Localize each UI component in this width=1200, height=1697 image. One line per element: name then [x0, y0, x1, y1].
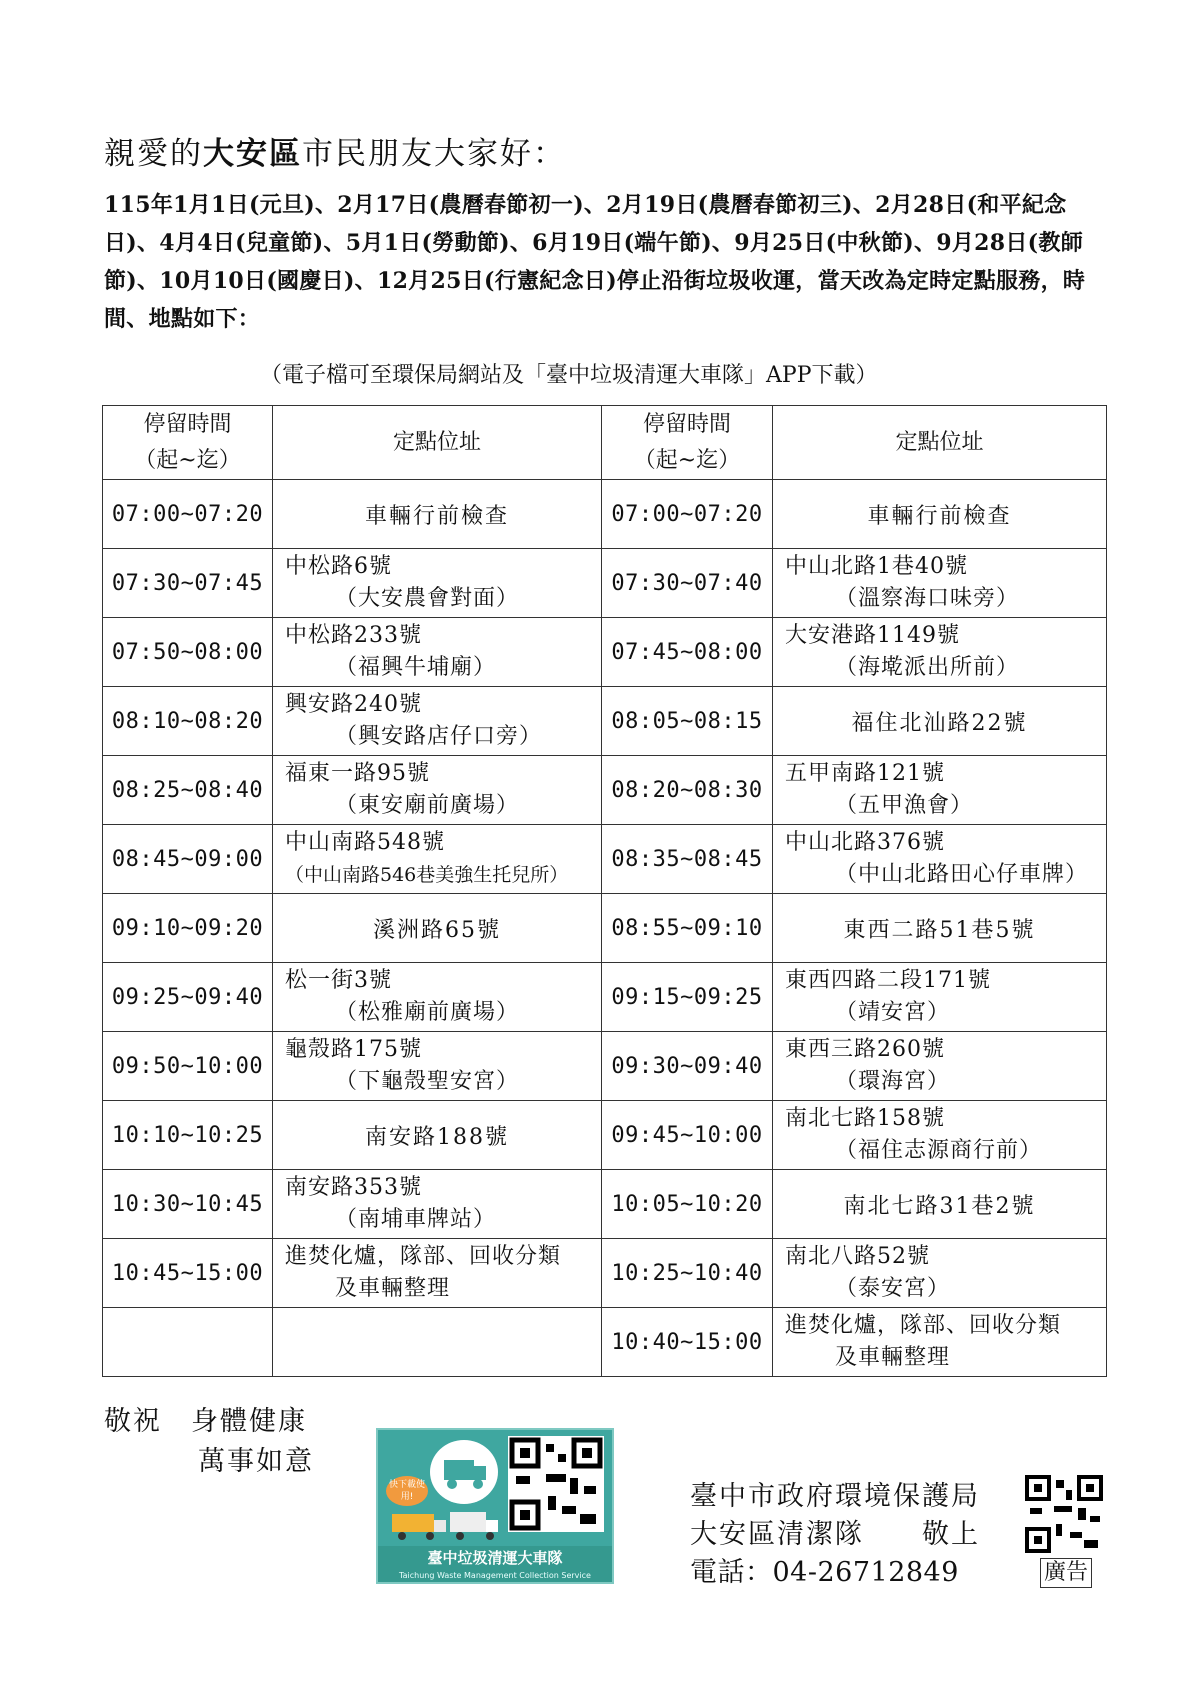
address-landmark: （環海宮） — [835, 1069, 951, 1094]
address-landmark: （五甲漁會） — [835, 793, 974, 818]
stop-address: 東西二路51巷5號 — [773, 894, 1107, 963]
stop-address: 車輛行前檢查 — [773, 480, 1107, 549]
address-main: 東西四路二段171號 — [785, 968, 991, 993]
stop-time: 08:25~08:40 — [103, 756, 273, 825]
address-landmark: 及車輛整理 — [835, 1345, 951, 1370]
qr-code-icon — [1024, 1474, 1104, 1554]
stop-address — [273, 825, 602, 894]
address-main: 中山北路1巷40號 — [785, 554, 968, 579]
ad-label: 廣告 — [1040, 1558, 1092, 1588]
address-main: 龜殼路175號 — [285, 1037, 422, 1062]
address-landmark: （南埔車牌站） — [335, 1207, 497, 1232]
signature-phone: 電話：04-26712849 — [690, 1557, 959, 1588]
stop-time: 10:30~10:45 — [103, 1170, 273, 1239]
stop-address — [273, 1032, 602, 1101]
address-landmark: （海墘派出所前） — [835, 655, 1020, 680]
stop-address: 南北七路31巷2號 — [773, 1170, 1107, 1239]
app-promo-image — [376, 1428, 614, 1584]
stop-time: 08:10~08:20 — [103, 687, 273, 756]
address-main: 中松路233號 — [285, 623, 422, 648]
table-row — [103, 618, 1107, 687]
stop-time: 09:30~09:40 — [602, 1032, 773, 1101]
table-row — [103, 1170, 1107, 1239]
qr-code-icon — [508, 1436, 604, 1532]
signature-org: 臺中市政府環境保護局 — [690, 1481, 980, 1512]
address-landmark: （松雅廟前廣場） — [335, 1000, 520, 1025]
address-landmark: （中山南路546巷美強生托兒所） — [285, 864, 569, 886]
header-time-sub: （起~迄） — [134, 447, 241, 473]
stop-address: 福住北汕路22號 — [773, 687, 1107, 756]
schedule-table — [102, 405, 1107, 1377]
header-time-label: 停留時間 — [642, 411, 731, 437]
stop-address — [273, 618, 602, 687]
closing-line1: 敬祝 身體健康 — [104, 1406, 307, 1437]
stop-time: 08:20~08:30 — [602, 756, 773, 825]
stop-address — [773, 549, 1107, 618]
stop-address — [273, 549, 602, 618]
stop-time: 10:25~10:40 — [602, 1239, 773, 1308]
table-row — [103, 549, 1107, 618]
greeting-suffix: 市民朋友大家好： — [302, 136, 566, 172]
stop-address — [773, 1239, 1107, 1308]
stop-time: 09:50~10:00 — [103, 1032, 273, 1101]
closing-wishes — [104, 1402, 314, 1482]
stop-address — [773, 1101, 1107, 1170]
table-body — [103, 480, 1107, 1377]
table-row — [103, 894, 1107, 963]
app-name-en: Taichung Waste Management Collection Service — [399, 1571, 591, 1580]
address-main: 南北七路158號 — [785, 1106, 945, 1131]
stop-time: 10:10~10:25 — [103, 1101, 273, 1170]
address-landmark: （東安廟前廣場） — [335, 793, 520, 818]
address-main: 興安路240號 — [285, 692, 422, 717]
stop-address — [773, 963, 1107, 1032]
stop-time: 07:00~07:20 — [602, 480, 773, 549]
stop-address — [273, 687, 602, 756]
address-landmark: （福興牛埔廟） — [335, 655, 497, 680]
address-landmark: 及車輛整理 — [335, 1276, 451, 1301]
greeting-prefix: 親愛的 — [104, 136, 203, 172]
stop-address — [273, 963, 602, 1032]
address-main: 五甲南路121號 — [785, 761, 945, 786]
address-landmark: （中山北路田心仔車牌） — [835, 862, 1089, 887]
download-badge: 快下載使用! — [386, 1476, 428, 1506]
signature-block — [690, 1478, 980, 1592]
header-time-right — [602, 406, 773, 480]
table-row — [103, 1032, 1107, 1101]
table-row — [103, 1239, 1107, 1308]
address-main: 東西三路260號 — [785, 1037, 945, 1062]
address-main: 進焚化爐，隊部、回收分類 — [285, 1244, 562, 1269]
address-main: 松一街3號 — [285, 968, 392, 993]
address-main: 中山北路376號 — [785, 830, 945, 855]
stop-address — [773, 1308, 1107, 1377]
address-main: 大安港路1149號 — [785, 623, 960, 648]
stop-time: 09:15~09:25 — [602, 963, 773, 1032]
stop-address — [273, 1170, 602, 1239]
stop-time: 09:10~09:20 — [103, 894, 273, 963]
stop-time: 10:45~15:00 — [103, 1239, 273, 1308]
stop-address — [773, 618, 1107, 687]
address-main: 南安路353號 — [285, 1175, 422, 1200]
table-row — [103, 963, 1107, 1032]
address-landmark: （泰安宮） — [835, 1276, 951, 1301]
address-landmark: （大安農會對面） — [335, 586, 520, 611]
stop-address — [773, 825, 1107, 894]
stop-time: 08:55~09:10 — [602, 894, 773, 963]
stop-address — [273, 1308, 602, 1377]
header-addr-left: 定點位址 — [273, 406, 602, 480]
header-addr-right: 定點位址 — [773, 406, 1107, 480]
stop-address — [273, 756, 602, 825]
table-row — [103, 1101, 1107, 1170]
download-note: （電子檔可至環保局網站及「臺中垃圾清運大車隊」APP下載） — [260, 363, 878, 388]
garbage-truck-icon — [390, 1508, 500, 1542]
stop-time: 08:45~09:00 — [103, 825, 273, 894]
address-landmark: （福住志源商行前） — [835, 1138, 1043, 1163]
stop-address — [773, 756, 1107, 825]
header-time-label: 停留時間 — [143, 411, 232, 437]
stop-time: 09:45~10:00 — [602, 1101, 773, 1170]
stop-address: 溪洲路65號 — [273, 894, 602, 963]
stop-address: 車輛行前檢查 — [273, 480, 602, 549]
stop-time: 07:50~08:00 — [103, 618, 273, 687]
stop-time: 10:40~15:00 — [602, 1308, 773, 1377]
stop-time: 10:05~10:20 — [602, 1170, 773, 1239]
table-row — [103, 825, 1107, 894]
stop-time — [103, 1308, 273, 1377]
address-landmark: （興安路店仔口旁） — [335, 724, 543, 749]
address-main: 進焚化爐，隊部、回收分類 — [785, 1313, 1062, 1338]
signature-team: 大安區清潔隊 敬上 — [690, 1519, 980, 1550]
address-landmark: （下龜殼聖安宮） — [335, 1069, 520, 1094]
table-row — [103, 687, 1107, 756]
table-header-row — [103, 406, 1107, 480]
truck-app-icon — [430, 1440, 498, 1504]
header-time-sub: （起~迄） — [633, 447, 741, 473]
greeting — [104, 128, 566, 173]
holiday-notice: 115年1月1日(元旦)、2月17日(農曆春節初一)、2月19日(農曆春節初三)、2月28日(和平紀念日)、4月4日(兒童節)、5月1日(勞動節)、6月19日(端午節)、9月25日(中秋節)、9月28日(教師節)、10月10日(國慶日)、12月25日(行憲紀念日)停止沿街垃圾收運，當天改為定時定點服務，時間、地點如下： — [104, 192, 1086, 332]
header-time-left — [103, 406, 273, 480]
table-row — [103, 480, 1107, 549]
stop-time: 07:45~08:00 — [602, 618, 773, 687]
greeting-district: 大安區 — [203, 136, 302, 172]
table-row — [103, 1308, 1107, 1377]
stop-address — [773, 1032, 1107, 1101]
address-main: 福東一路95號 — [285, 761, 430, 786]
stop-time: 08:35~08:45 — [602, 825, 773, 894]
stop-address: 南安路188號 — [273, 1101, 602, 1170]
stop-time: 09:25~09:40 — [103, 963, 273, 1032]
address-main: 南北八路52號 — [785, 1244, 930, 1269]
stop-time: 08:05~08:15 — [602, 687, 773, 756]
stop-address — [273, 1239, 602, 1308]
address-main: 中松路6號 — [285, 554, 392, 579]
stop-time: 07:30~07:40 — [602, 549, 773, 618]
app-name-text: 臺中垃圾清運大車隊 — [427, 1549, 563, 1567]
table-row — [103, 756, 1107, 825]
closing-line2: 萬事如意 — [198, 1446, 314, 1477]
stop-time: 07:00~07:20 — [103, 480, 273, 549]
address-landmark: （靖安宮） — [835, 1000, 951, 1025]
address-landmark: （溫察海口味旁） — [835, 586, 1020, 611]
stop-time: 07:30~07:45 — [103, 549, 273, 618]
address-main: 中山南路548號 — [285, 830, 445, 855]
